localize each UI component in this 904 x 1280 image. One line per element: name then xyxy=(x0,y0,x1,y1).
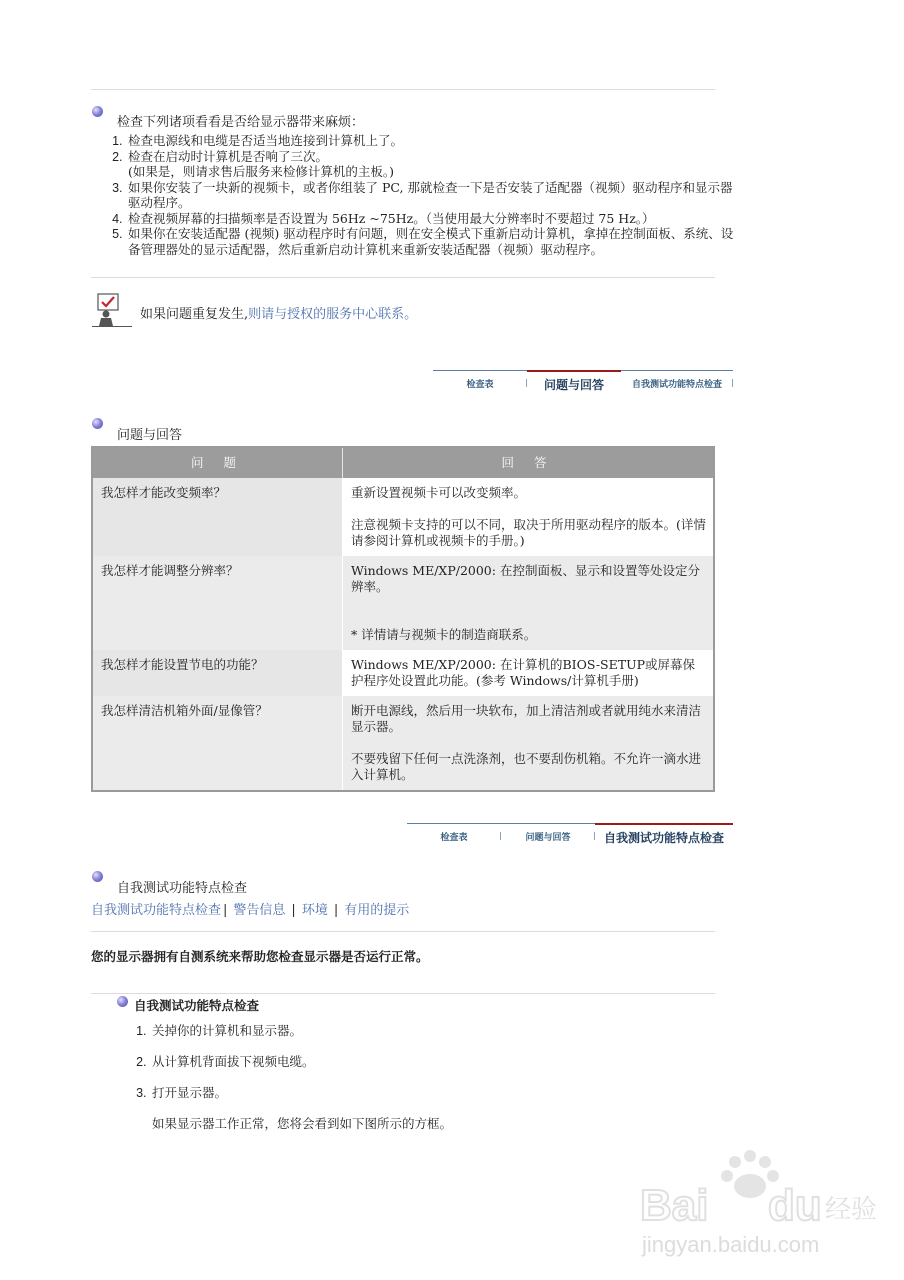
checklist-item: 2. 检查在启动时计算机是否响了三次。 (如果是，则请求售后服务来检修计算机的主板。) xyxy=(126,149,738,180)
checklist-item: 4. 检查视频屏幕的扫描频率是否设置为 56Hz ~75Hz。（当使用最大分辨率时不要超过 75 Hz。） xyxy=(126,211,738,227)
link-environment[interactable]: 环境 xyxy=(301,903,328,918)
svg-text:du: du xyxy=(768,1181,822,1230)
selftest-steps xyxy=(125,1023,452,1147)
qa-header-answer: 回 答 xyxy=(343,447,715,478)
bullet-icon xyxy=(117,996,128,1007)
answer-cell: Windows ME/XP/2000: 在控制面板、显示和设置等处设定分辨率。 * 详情请与视频卡的制造商联系。 xyxy=(343,556,715,650)
svg-text:经验: 经验 xyxy=(825,1195,878,1225)
qa-header-row xyxy=(92,447,714,478)
service-center-link[interactable]: 则请与授权的服务中心联系。 xyxy=(248,307,418,322)
contact-text xyxy=(140,303,417,322)
checklist-list xyxy=(100,133,738,257)
selftest-divider xyxy=(91,993,715,994)
list-item: 1. 关掉你的计算机和显示器。 xyxy=(150,1023,452,1039)
checklist-divider xyxy=(91,277,715,278)
answer-cell: 断开电源线，然后用一块软布，加上清洁剂或者就用纯水来清洁显示器。 不要残留下任何一点洗涤剂，也不要刮伤机箱。不允许一滴水进入计算机。 xyxy=(343,696,715,791)
qa-title: 问题与回答 xyxy=(117,428,183,443)
service-person-icon xyxy=(92,292,132,328)
tab-qa[interactable]: 问题与回答 xyxy=(527,370,621,394)
question-cell: 我怎样清洁机箱外面/显像管？ xyxy=(92,696,343,791)
checklist-title: 检查下列诸项看看是否给显示器带来麻烦： xyxy=(117,115,365,130)
link-tips[interactable]: 有用的提示 xyxy=(344,903,410,918)
tab-checklist[interactable]: 检查表 xyxy=(433,370,527,393)
checklist-item: 5. 如果你在安装适配器 (视频) 驱动程序时有问题，则在安全模式下重新启动计算机，拿掉在控制面板、系统、设备管理器处的显示适配器，然后重新启动计算机来重新安装适配器（视频）驱动程序。 xyxy=(126,226,738,257)
tab-checklist[interactable]: 检查表 xyxy=(407,823,501,846)
table-row xyxy=(92,478,714,556)
selftest-divider xyxy=(91,931,715,932)
top-divider xyxy=(91,89,715,90)
tab-selftest[interactable]: 自我测试功能特点检查 xyxy=(595,823,733,847)
answer-cell: Windows ME/XP/2000: 在计算机的BIOS-SETUP或屏幕保护程序处设置此功能。(参考 Windows/计算机手册) xyxy=(343,650,715,696)
section-tabbar-2 xyxy=(407,823,733,845)
table-row xyxy=(92,556,714,650)
link-selftest[interactable]: 自我测试功能特点检查 xyxy=(91,903,222,918)
bullet-icon xyxy=(92,106,103,117)
qa-header-question: 问 题 xyxy=(92,447,343,478)
table-row xyxy=(92,696,714,791)
answer-cell: 重新设置视频卡可以改变频率。 注意视频卡支持的可以不同，取决于所用驱动程序的版本。(详情请参阅计算机或视频卡的手册。) xyxy=(343,478,715,556)
list-item: 3. 打开显示器。 如果显示器工作正常，您将会看到如下图所示的方框。 xyxy=(150,1085,452,1132)
checklist-item: 1. 检查电源线和电缆是否适当地连接到计算机上了。 xyxy=(126,133,738,149)
checklist-item: 3. 如果你安装了一块新的视频卡，或者你组装了 PC, 那就检查一下是否安装了适配器（视频）驱动程序和显示器驱动程序。 xyxy=(126,180,738,211)
selftest-title: 自我测试功能特点检查 xyxy=(117,881,248,896)
tab-qa[interactable]: 问题与回答 xyxy=(501,823,595,846)
svg-text:Bai: Bai xyxy=(640,1181,709,1230)
contact-prefix: 如果问题重复发生, xyxy=(140,307,249,322)
question-cell: 我怎样才能改变频率？ xyxy=(92,478,343,556)
qa-table xyxy=(91,446,715,792)
selftest-note: 如果显示器工作正常，您将会看到如下图所示的方框。 xyxy=(152,1116,453,1131)
selftest-subtitle: 自我测试功能特点检查 xyxy=(134,998,260,1013)
question-cell: 我怎样才能调整分辨率？ xyxy=(92,556,343,650)
list-item: 2. 从计算机背面拔下视频电缆。 xyxy=(150,1054,452,1070)
baidu-watermark xyxy=(640,1150,890,1260)
bullet-icon xyxy=(92,871,103,882)
tab-selftest[interactable]: 自我测试功能特点检查 xyxy=(621,370,733,393)
selftest-intro: 您的显示器拥有自测系统来帮助您检查显示器是否运行正常。 xyxy=(91,949,429,964)
question-cell: 我怎样才能设置节电的功能？ xyxy=(92,650,343,696)
table-row xyxy=(92,650,714,696)
link-warning[interactable]: 警告信息 xyxy=(233,903,286,918)
section-tabbar-1 xyxy=(433,370,733,392)
watermark-url: jingyan.baidu.com xyxy=(642,1232,820,1257)
selftest-links: 自我测试功能特点检查 | 警告信息 | 环境 | 有用的提示 xyxy=(91,903,410,918)
bullet-icon xyxy=(92,418,103,429)
